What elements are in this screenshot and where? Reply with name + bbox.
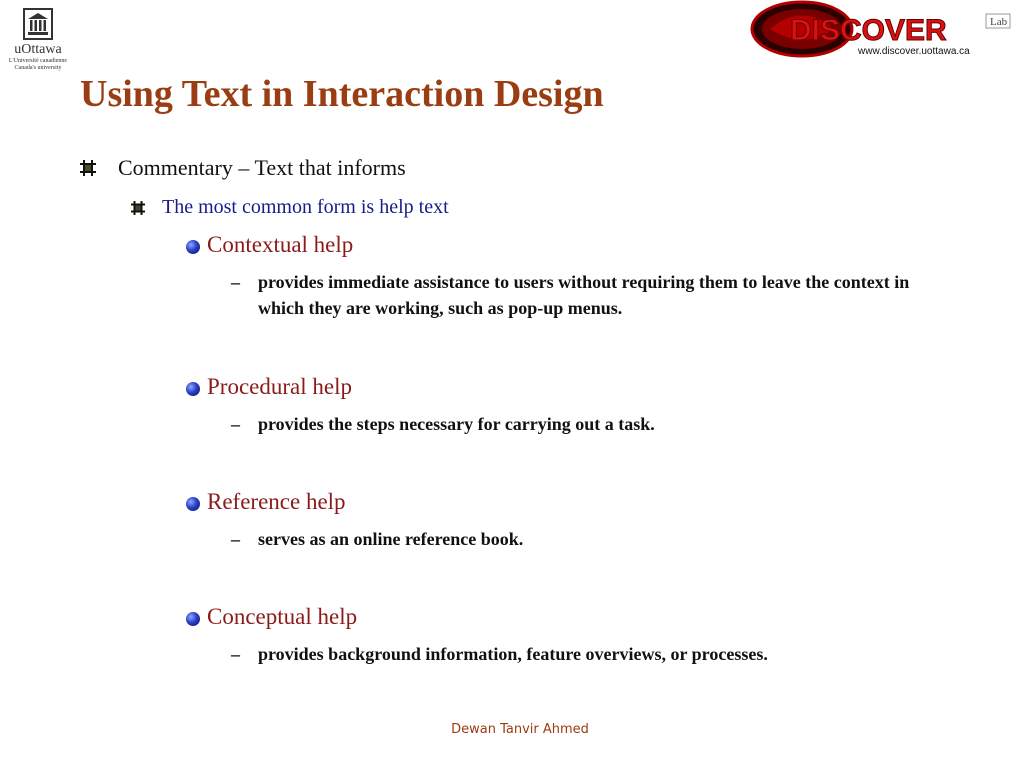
lab-tag: Lab (990, 16, 1008, 28)
z-bullet-icon (131, 201, 145, 215)
uottawa-logo (6, 8, 70, 72)
help-type-description-text: provides immediate assistance to users without requiring them to leave the context in which they are working, such as pop-up menus. (258, 272, 910, 318)
help-type-description-text: provides the steps necessary for carrying out a task. (258, 414, 655, 434)
blue-orb-bullet-icon (186, 240, 200, 254)
dash-bullet: – (231, 414, 240, 434)
help-type-description-text: serves as an online reference book. (258, 529, 524, 549)
discover-lab-logo (750, 0, 1012, 60)
university-name: uOttawa (14, 42, 62, 57)
help-type-heading-text: Conceptual help (207, 604, 358, 629)
dash-bullet: – (231, 272, 240, 292)
university-subtitle-1: L'Université canadienne (8, 58, 68, 64)
help-type-heading-text: Contextual help (207, 232, 354, 257)
footer-author: Dewan Tanvir Ahmed (451, 722, 589, 737)
level1-text: Commentary – Text that informs (118, 155, 406, 180)
level2-text: The most common form is help text (162, 196, 449, 218)
lab-name: DISCOVER (790, 14, 947, 47)
lab-url: www.discover.uottawa.ca (858, 46, 970, 57)
help-type-heading-text: Reference help (207, 489, 346, 514)
university-subtitle-2: Canada's university (14, 65, 62, 71)
help-type-description-text: provides background information, feature overviews, or processes. (258, 644, 768, 664)
z-bullet-icon (80, 160, 96, 176)
blue-orb-bullet-icon (186, 382, 200, 396)
university-building-icon (23, 8, 53, 40)
blue-orb-bullet-icon (186, 612, 200, 626)
slide-title: Using Text in Interaction Design (80, 73, 604, 115)
dash-bullet: – (231, 644, 240, 664)
blue-orb-bullet-icon (186, 497, 200, 511)
dash-bullet: – (231, 529, 240, 549)
help-type-heading-text: Procedural help (207, 374, 352, 399)
